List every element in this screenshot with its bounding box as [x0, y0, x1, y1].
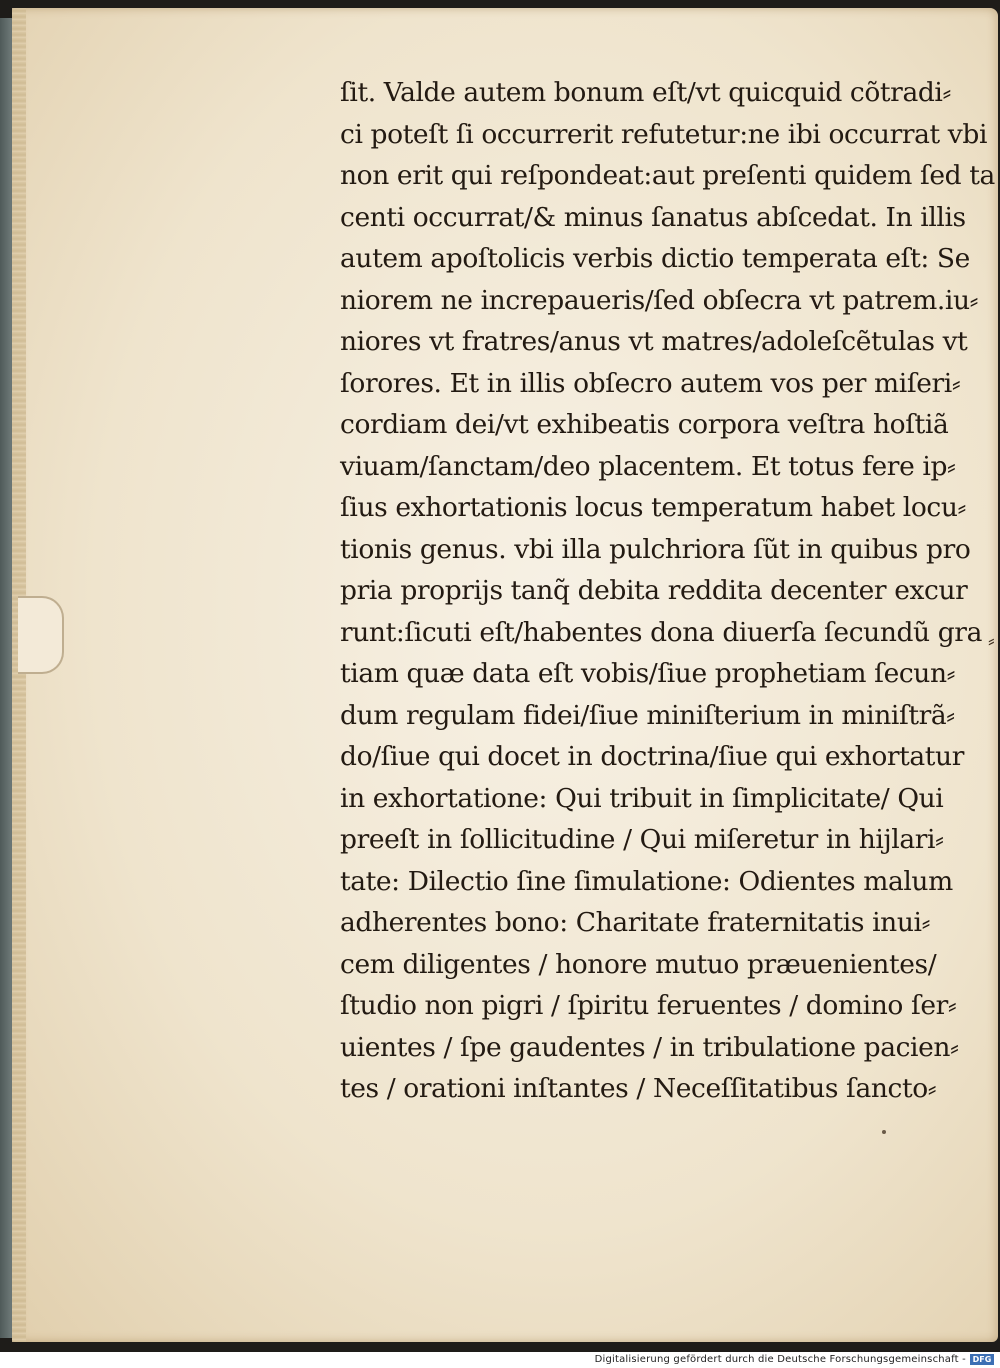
- text-line: ci poteſt ſi occurrerit refutetur:ne ibi occurrat vbi: [340, 118, 988, 150]
- dfg-logo: DFG: [970, 1354, 994, 1365]
- text-line: cordiam dei/vt exhibeatis corpora veſtra hoſtiã: [340, 409, 949, 440]
- text-line: uientes / ſpe gaudentes / in tribulatione pacien⸗: [340, 1031, 959, 1063]
- text-line: pria proprijs tanq̃ debita reddita decenter excur: [340, 575, 968, 606]
- text-line: cem diligentes / honore mutuo præuenientes/: [340, 948, 937, 980]
- text-line: niores vt fratres/anus vt matres/adoleſcẽtulas vt: [340, 326, 968, 357]
- text-line: in exhortatione: Qui tribuit in ſimplicitate/ Qui: [340, 782, 944, 814]
- text-line: autem apoſtolicis verbis dictio temperata eſt: Se: [340, 243, 970, 274]
- footer-credit: Digitalisierung gefördert durch die Deutsche Forschungsgemeinschaft -: [594, 1354, 966, 1365]
- margin-mark: ⸗: [988, 628, 995, 652]
- text-line: ſius exhortationis locus temperatum habet locu⸗: [340, 492, 966, 523]
- text-line: tionis genus. vbi illa pulchriora ſũt in quibus pro: [340, 533, 971, 565]
- text-line: tate: Dilectio ſine ſimulatione: Odientes malum: [340, 865, 953, 897]
- printed-text-block: [340, 72, 995, 1110]
- text-line: dum regulam fidei/ſiue miniſterium in miniſtrã⸗: [340, 699, 955, 731]
- text-line: viuam/ſanctam/deo placentem. Et totus fere ip⸗: [340, 450, 956, 482]
- text-line: non erit qui reſpondeat:aut preſenti quidem ſed ta: [340, 160, 995, 191]
- text-line: ſit. Valde autem bonum eſt/vt quicquid cõtradi⸗: [340, 77, 951, 108]
- text-line: preeſt in ſollicitudine / Qui miſeretur in hijlari⸗: [340, 824, 944, 855]
- text-line: runt:ſicuti eſt/habentes dona diuerſa ſecundũ gra: [340, 616, 982, 648]
- text-line: tiam quæ data eſt vobis/ſiue prophetiam ſecun⸗: [340, 658, 956, 689]
- ink-speck: [882, 1130, 886, 1134]
- text-line: centi occurrat/& minus ſanatus abſcedat. In illis: [340, 201, 966, 233]
- text-line: tes / orationi inſtantes / Neceſſitatibus ſancto⸗: [340, 1073, 937, 1104]
- text-line: do/ſiue qui docet in doctrina/ſiue qui exhortatur: [340, 741, 964, 772]
- text-line: ſorores. Et in illis obſecro autem vos per miſeri⸗: [340, 367, 961, 399]
- text-line: ſtudio non pigri / ſpiritu feruentes / domino ſer⸗: [340, 990, 957, 1021]
- page-tab-cutout: [18, 596, 64, 674]
- text-line: adherentes bono: Charitate fraternitatis inui⸗: [340, 907, 930, 938]
- text-line: niorem ne increpaueris/ſed obſecra vt patrem.iu⸗: [340, 284, 979, 316]
